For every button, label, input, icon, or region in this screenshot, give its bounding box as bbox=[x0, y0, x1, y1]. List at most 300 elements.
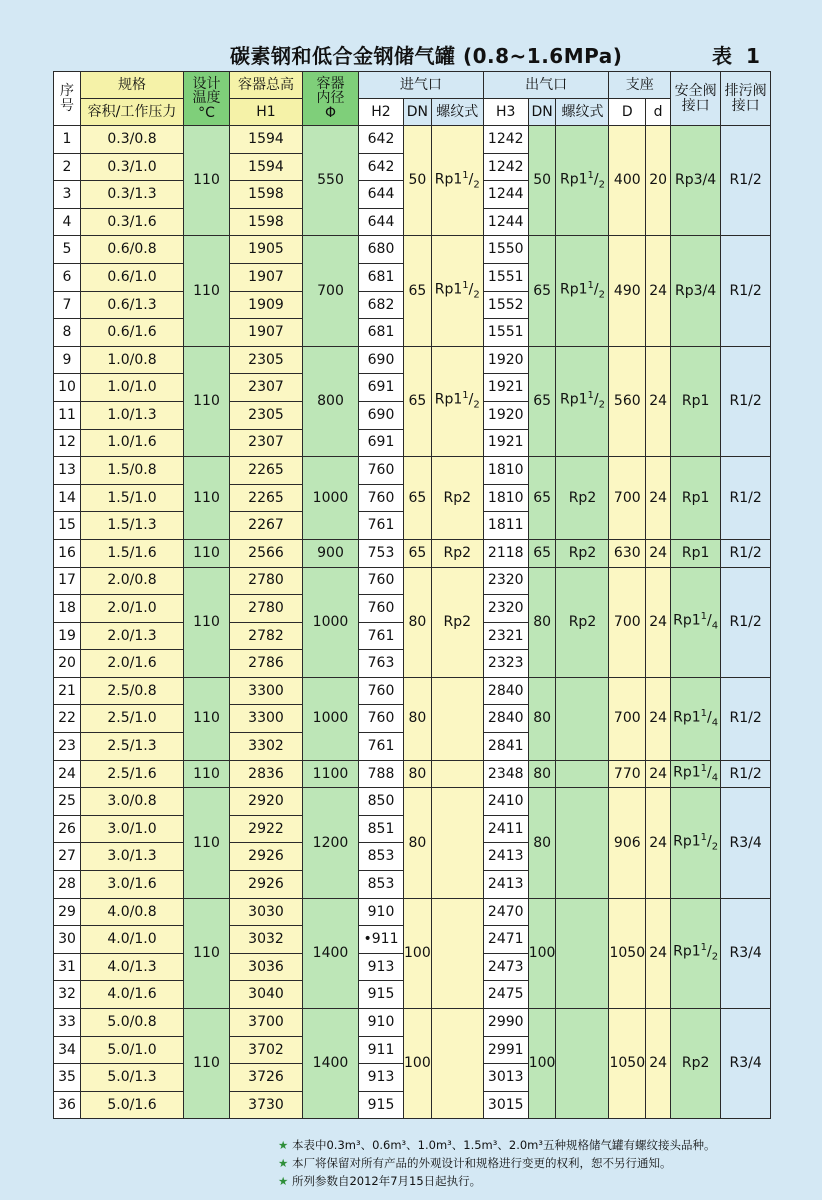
row-number: 33 bbox=[54, 1009, 81, 1037]
row-safety-valve: Rp2 bbox=[671, 1009, 721, 1119]
header-outlet: 出气口 bbox=[483, 72, 609, 99]
table-row bbox=[54, 236, 771, 264]
row-support-d: 24 bbox=[646, 1009, 671, 1119]
row-number: 6 bbox=[54, 263, 81, 291]
row-outlet-thread: $Rp1^1/_2$ bbox=[556, 346, 609, 456]
row-support-D: 1050 bbox=[609, 1009, 646, 1119]
row-safety-valve: $Rp1^1/_4$ bbox=[671, 567, 721, 677]
row-inlet-thread bbox=[431, 677, 483, 760]
row-drain-valve: R1/2 bbox=[721, 677, 771, 760]
row-outlet-thread bbox=[556, 760, 609, 788]
row-inlet-dn: 100 bbox=[404, 898, 432, 1008]
row-inlet-dn: 80 bbox=[404, 677, 432, 760]
row-inner-dia: 1000 bbox=[303, 677, 359, 760]
row-total-height: 1594 bbox=[230, 126, 303, 154]
row-drain-valve: R3/4 bbox=[721, 788, 771, 898]
table-row bbox=[54, 126, 771, 154]
row-number: 11 bbox=[54, 401, 81, 429]
row-h2: 644 bbox=[359, 208, 404, 236]
spec-table bbox=[53, 71, 771, 1119]
row-h3: 2475 bbox=[483, 981, 528, 1009]
row-inner-dia: 550 bbox=[303, 126, 359, 236]
row-spec: 0.6/0.8 bbox=[81, 236, 184, 264]
row-total-height: 2307 bbox=[230, 429, 303, 457]
row-outlet-thread: $Rp1^1/_2$ bbox=[556, 236, 609, 346]
row-inlet-thread bbox=[431, 760, 483, 788]
row-h2: 761 bbox=[359, 733, 404, 761]
row-safety-valve: Rp3/4 bbox=[671, 126, 721, 236]
row-total-height: 2265 bbox=[230, 484, 303, 512]
row-spec: 1.0/1.6 bbox=[81, 429, 184, 457]
header-support: 支座 bbox=[609, 72, 671, 99]
row-outlet-thread: Rp2 bbox=[556, 457, 609, 540]
row-h3: 2323 bbox=[483, 650, 528, 678]
row-design-temp: 110 bbox=[184, 677, 230, 760]
row-support-d: 24 bbox=[646, 346, 671, 456]
row-number: 8 bbox=[54, 319, 81, 347]
row-h3: 1551 bbox=[483, 319, 528, 347]
row-spec: 0.6/1.6 bbox=[81, 319, 184, 347]
row-h3: 2840 bbox=[483, 677, 528, 705]
row-spec: 2.0/1.6 bbox=[81, 650, 184, 678]
row-support-d: 24 bbox=[646, 760, 671, 788]
row-inlet-thread: Rp2 bbox=[431, 539, 483, 567]
row-support-d: 24 bbox=[646, 567, 671, 677]
row-outlet-dn: 65 bbox=[528, 346, 556, 456]
row-total-height: 1905 bbox=[230, 236, 303, 264]
row-h2: 853 bbox=[359, 871, 404, 899]
row-h3: 1920 bbox=[483, 346, 528, 374]
row-inlet-thread bbox=[431, 898, 483, 1008]
row-total-height: 1598 bbox=[230, 181, 303, 209]
row-inner-dia: 900 bbox=[303, 539, 359, 567]
row-h2: 760 bbox=[359, 484, 404, 512]
row-number: 5 bbox=[54, 236, 81, 264]
row-h2: 850 bbox=[359, 788, 404, 816]
row-safety-valve: $Rp1^1/_2$ bbox=[671, 898, 721, 1008]
row-number: 28 bbox=[54, 871, 81, 899]
row-total-height: 2566 bbox=[230, 539, 303, 567]
row-inner-dia: 1100 bbox=[303, 760, 359, 788]
row-total-height: 3302 bbox=[230, 733, 303, 761]
row-support-d: 24 bbox=[646, 898, 671, 1008]
row-spec: 2.0/1.3 bbox=[81, 622, 184, 650]
row-total-height: 2780 bbox=[230, 595, 303, 623]
header-design-temp: 设计温度 °C bbox=[184, 72, 230, 126]
header-spec-sub: 容积/工作压力 bbox=[81, 99, 184, 126]
row-design-temp: 110 bbox=[184, 126, 230, 236]
row-h2: 851 bbox=[359, 815, 404, 843]
row-h2: 915 bbox=[359, 981, 404, 1009]
row-h3: 2473 bbox=[483, 953, 528, 981]
row-outlet-dn: 100 bbox=[528, 898, 556, 1008]
row-number: 2 bbox=[54, 153, 81, 181]
row-inlet-thread bbox=[431, 788, 483, 898]
row-number: 29 bbox=[54, 898, 81, 926]
row-h2: 690 bbox=[359, 401, 404, 429]
row-number: 21 bbox=[54, 677, 81, 705]
row-total-height: 2305 bbox=[230, 401, 303, 429]
row-spec: 2.5/0.8 bbox=[81, 677, 184, 705]
row-number: 19 bbox=[54, 622, 81, 650]
row-h2: 913 bbox=[359, 953, 404, 981]
row-inlet-dn: 80 bbox=[404, 567, 432, 677]
row-drain-valve: R1/2 bbox=[721, 346, 771, 456]
row-inner-dia: 1000 bbox=[303, 457, 359, 540]
row-h2: 680 bbox=[359, 236, 404, 264]
row-total-height: 2922 bbox=[230, 815, 303, 843]
row-outlet-dn: 100 bbox=[528, 1009, 556, 1119]
table-row bbox=[54, 788, 771, 816]
row-drain-valve: R1/2 bbox=[721, 126, 771, 236]
row-total-height: 2920 bbox=[230, 788, 303, 816]
row-outlet-dn: 65 bbox=[528, 539, 556, 567]
row-h2: 642 bbox=[359, 126, 404, 154]
row-spec: 2.5/1.3 bbox=[81, 733, 184, 761]
row-spec: 1.5/1.6 bbox=[81, 539, 184, 567]
row-number: 13 bbox=[54, 457, 81, 485]
row-spec: 4.0/1.6 bbox=[81, 981, 184, 1009]
row-inner-dia: 800 bbox=[303, 346, 359, 456]
row-total-height: 1909 bbox=[230, 291, 303, 319]
row-number: 35 bbox=[54, 1064, 81, 1092]
row-h3: 1920 bbox=[483, 401, 528, 429]
row-support-D: 700 bbox=[609, 567, 646, 677]
row-drain-valve: R1/2 bbox=[721, 236, 771, 346]
row-h2: 913 bbox=[359, 1064, 404, 1092]
row-h2: 761 bbox=[359, 622, 404, 650]
row-total-height: 3040 bbox=[230, 981, 303, 1009]
row-total-height: 2836 bbox=[230, 760, 303, 788]
row-total-height: 2305 bbox=[230, 346, 303, 374]
row-h3: 1551 bbox=[483, 263, 528, 291]
row-number: 23 bbox=[54, 733, 81, 761]
row-spec: 3.0/0.8 bbox=[81, 788, 184, 816]
row-number: 7 bbox=[54, 291, 81, 319]
row-support-D: 906 bbox=[609, 788, 646, 898]
footnotes bbox=[278, 1136, 715, 1190]
row-total-height: 3030 bbox=[230, 898, 303, 926]
row-safety-valve: Rp1 bbox=[671, 346, 721, 456]
row-number: 22 bbox=[54, 705, 81, 733]
row-total-height: 2780 bbox=[230, 567, 303, 595]
table-row bbox=[54, 677, 771, 705]
row-h3: 1242 bbox=[483, 126, 528, 154]
row-spec: 0.3/1.6 bbox=[81, 208, 184, 236]
footnote: ★ 本表中0.3m³、0.6m³、1.0m³、1.5m³、2.0m³五种规格储气罐有螺纹接头品种。 bbox=[278, 1136, 715, 1154]
row-total-height: 3300 bbox=[230, 677, 303, 705]
row-spec: 2.0/0.8 bbox=[81, 567, 184, 595]
row-number: 14 bbox=[54, 484, 81, 512]
header-h2: H2 bbox=[359, 99, 404, 126]
header-total-height: 容器总高 bbox=[230, 72, 303, 99]
row-inlet-dn: 65 bbox=[404, 346, 432, 456]
row-total-height: 3700 bbox=[230, 1009, 303, 1037]
row-outlet-dn: 80 bbox=[528, 788, 556, 898]
row-h3: 1242 bbox=[483, 153, 528, 181]
row-h2: 853 bbox=[359, 843, 404, 871]
row-drain-valve: R3/4 bbox=[721, 898, 771, 1008]
row-h3: 2840 bbox=[483, 705, 528, 733]
row-number: 10 bbox=[54, 374, 81, 402]
row-safety-valve: $Rp1^1/_2$ bbox=[671, 788, 721, 898]
row-number: 18 bbox=[54, 595, 81, 623]
header-out-dn: DN bbox=[528, 99, 556, 126]
row-inlet-thread bbox=[431, 1009, 483, 1119]
row-h2: 910 bbox=[359, 898, 404, 926]
row-total-height: 1594 bbox=[230, 153, 303, 181]
row-spec: 1.5/1.3 bbox=[81, 512, 184, 540]
row-outlet-thread bbox=[556, 788, 609, 898]
row-support-D: 1050 bbox=[609, 898, 646, 1008]
row-h3: 2411 bbox=[483, 815, 528, 843]
table-number-value: 1 bbox=[746, 44, 760, 68]
row-outlet-thread: $Rp1^1/_2$ bbox=[556, 126, 609, 236]
header-drain-valve: 排污阀接口 bbox=[721, 72, 771, 126]
header-h3: H3 bbox=[483, 99, 528, 126]
row-h3: 2320 bbox=[483, 595, 528, 623]
row-support-D: 490 bbox=[609, 236, 646, 346]
row-h3: 3013 bbox=[483, 1064, 528, 1092]
header-out-thread: 螺纹式 bbox=[556, 99, 609, 126]
row-spec: 2.5/1.0 bbox=[81, 705, 184, 733]
row-total-height: 2786 bbox=[230, 650, 303, 678]
row-spec: 0.6/1.3 bbox=[81, 291, 184, 319]
row-outlet-dn: 80 bbox=[528, 677, 556, 760]
row-support-d: 24 bbox=[646, 236, 671, 346]
row-number: 20 bbox=[54, 650, 81, 678]
row-outlet-dn: 80 bbox=[528, 760, 556, 788]
row-h2: 691 bbox=[359, 429, 404, 457]
header-inner-dia: 容器内径 Φ bbox=[303, 72, 359, 126]
row-support-D: 700 bbox=[609, 457, 646, 540]
row-h2: 681 bbox=[359, 319, 404, 347]
row-outlet-thread: Rp2 bbox=[556, 567, 609, 677]
row-inner-dia: 1000 bbox=[303, 567, 359, 677]
row-total-height: 3702 bbox=[230, 1036, 303, 1064]
table-row bbox=[54, 898, 771, 926]
row-drain-valve: R1/2 bbox=[721, 457, 771, 540]
row-h2: 644 bbox=[359, 181, 404, 209]
row-inlet-dn: 80 bbox=[404, 788, 432, 898]
row-safety-valve: $Rp1^1/_4$ bbox=[671, 760, 721, 788]
page-title: 碳素钢和低合金钢储气罐 (0.8~1.6MPa) bbox=[230, 44, 623, 68]
row-outlet-dn: 65 bbox=[528, 236, 556, 346]
row-total-height: 3300 bbox=[230, 705, 303, 733]
row-h2: 788 bbox=[359, 760, 404, 788]
header-spec: 规格 bbox=[81, 72, 184, 99]
row-h3: 1550 bbox=[483, 236, 528, 264]
row-h2: 763 bbox=[359, 650, 404, 678]
row-support-d: 24 bbox=[646, 539, 671, 567]
row-spec: 0.3/1.3 bbox=[81, 181, 184, 209]
row-design-temp: 110 bbox=[184, 346, 230, 456]
row-safety-valve: Rp1 bbox=[671, 457, 721, 540]
row-design-temp: 110 bbox=[184, 236, 230, 346]
row-spec: 5.0/0.8 bbox=[81, 1009, 184, 1037]
row-number: 34 bbox=[54, 1036, 81, 1064]
header-support-d: d bbox=[646, 99, 671, 126]
row-outlet-thread: Rp2 bbox=[556, 539, 609, 567]
row-h3: 2413 bbox=[483, 843, 528, 871]
row-h2: 761 bbox=[359, 512, 404, 540]
row-h2: 691 bbox=[359, 374, 404, 402]
row-h3: 2118 bbox=[483, 539, 528, 567]
row-support-d: 24 bbox=[646, 677, 671, 760]
row-h3: 2841 bbox=[483, 733, 528, 761]
row-spec: 3.0/1.3 bbox=[81, 843, 184, 871]
row-spec: 0.3/0.8 bbox=[81, 126, 184, 154]
row-design-temp: 110 bbox=[184, 457, 230, 540]
row-total-height: 3726 bbox=[230, 1064, 303, 1092]
row-spec: 4.0/1.3 bbox=[81, 953, 184, 981]
row-h3: 2320 bbox=[483, 567, 528, 595]
row-inlet-dn: 50 bbox=[404, 126, 432, 236]
row-h3: 1244 bbox=[483, 181, 528, 209]
row-spec: 3.0/1.0 bbox=[81, 815, 184, 843]
row-inner-dia: 1400 bbox=[303, 898, 359, 1008]
row-total-height: 2267 bbox=[230, 512, 303, 540]
row-drain-valve: R3/4 bbox=[721, 1009, 771, 1119]
row-number: 3 bbox=[54, 181, 81, 209]
row-inlet-thread: $Rp1^1/_2$ bbox=[431, 346, 483, 456]
row-safety-valve: $Rp1^1/_4$ bbox=[671, 677, 721, 760]
row-spec: 2.5/1.6 bbox=[81, 760, 184, 788]
row-h3: 2348 bbox=[483, 760, 528, 788]
row-total-height: 2307 bbox=[230, 374, 303, 402]
row-spec: 5.0/1.3 bbox=[81, 1064, 184, 1092]
row-total-height: 2926 bbox=[230, 871, 303, 899]
row-total-height: 1907 bbox=[230, 263, 303, 291]
row-support-D: 560 bbox=[609, 346, 646, 456]
row-drain-valve: R1/2 bbox=[721, 539, 771, 567]
row-inlet-dn: 65 bbox=[404, 236, 432, 346]
header-row-1 bbox=[54, 72, 771, 99]
row-design-temp: 110 bbox=[184, 539, 230, 567]
row-support-d: 20 bbox=[646, 126, 671, 236]
row-spec: 1.0/1.3 bbox=[81, 401, 184, 429]
row-number: 4 bbox=[54, 208, 81, 236]
row-h2: •911 bbox=[359, 926, 404, 954]
row-inner-dia: 700 bbox=[303, 236, 359, 346]
row-outlet-dn: 50 bbox=[528, 126, 556, 236]
row-h2: 911 bbox=[359, 1036, 404, 1064]
header-row-2 bbox=[54, 99, 771, 126]
row-spec: 1.5/0.8 bbox=[81, 457, 184, 485]
row-number: 24 bbox=[54, 760, 81, 788]
row-support-d: 24 bbox=[646, 457, 671, 540]
row-safety-valve: Rp1 bbox=[671, 539, 721, 567]
row-support-D: 630 bbox=[609, 539, 646, 567]
row-total-height: 3032 bbox=[230, 926, 303, 954]
row-inlet-dn: 80 bbox=[404, 760, 432, 788]
row-h3: 1552 bbox=[483, 291, 528, 319]
row-inlet-thread: Rp2 bbox=[431, 457, 483, 540]
row-h2: 681 bbox=[359, 263, 404, 291]
row-outlet-thread bbox=[556, 898, 609, 1008]
table-label: 表 bbox=[712, 44, 732, 68]
row-spec: 1.0/0.8 bbox=[81, 346, 184, 374]
row-spec: 1.0/1.0 bbox=[81, 374, 184, 402]
footnote: ★ 本厂将保留对所有产品的外观设计和规格进行变更的权利，恕不另行通知。 bbox=[278, 1154, 715, 1172]
row-h3: 2410 bbox=[483, 788, 528, 816]
table-row bbox=[54, 346, 771, 374]
row-drain-valve: R1/2 bbox=[721, 760, 771, 788]
row-support-D: 770 bbox=[609, 760, 646, 788]
table-row bbox=[54, 457, 771, 485]
header-total-height-sub: H1 bbox=[230, 99, 303, 126]
row-number: 12 bbox=[54, 429, 81, 457]
row-number: 36 bbox=[54, 1091, 81, 1119]
row-inner-dia: 1200 bbox=[303, 788, 359, 898]
table-number bbox=[712, 40, 760, 69]
row-h2: 760 bbox=[359, 567, 404, 595]
row-number: 30 bbox=[54, 926, 81, 954]
header-support-D: D bbox=[609, 99, 646, 126]
row-design-temp: 110 bbox=[184, 788, 230, 898]
row-total-height: 2782 bbox=[230, 622, 303, 650]
row-inlet-thread: Rp2 bbox=[431, 567, 483, 677]
row-outlet-dn: 80 bbox=[528, 567, 556, 677]
row-number: 25 bbox=[54, 788, 81, 816]
row-inlet-dn: 100 bbox=[404, 1009, 432, 1119]
row-total-height: 2265 bbox=[230, 457, 303, 485]
header-in-dn: DN bbox=[404, 99, 432, 126]
row-total-height: 2926 bbox=[230, 843, 303, 871]
row-inlet-thread: $Rp1^1/_2$ bbox=[431, 236, 483, 346]
row-number: 26 bbox=[54, 815, 81, 843]
row-number: 16 bbox=[54, 539, 81, 567]
row-number: 31 bbox=[54, 953, 81, 981]
table-row bbox=[54, 1009, 771, 1037]
header-safety-valve: 安全阀接口 bbox=[671, 72, 721, 126]
row-number: 27 bbox=[54, 843, 81, 871]
row-h3: 1810 bbox=[483, 457, 528, 485]
row-h3: 2413 bbox=[483, 871, 528, 899]
row-support-D: 400 bbox=[609, 126, 646, 236]
row-h2: 915 bbox=[359, 1091, 404, 1119]
row-total-height: 1907 bbox=[230, 319, 303, 347]
row-h2: 760 bbox=[359, 457, 404, 485]
header-seq: 序号 bbox=[54, 72, 81, 126]
row-outlet-dn: 65 bbox=[528, 457, 556, 540]
row-h3: 1811 bbox=[483, 512, 528, 540]
footnote: ★ 所列参数自2012年7月15日起执行。 bbox=[278, 1172, 715, 1190]
row-h3: 2470 bbox=[483, 898, 528, 926]
row-number: 32 bbox=[54, 981, 81, 1009]
row-h2: 753 bbox=[359, 539, 404, 567]
row-total-height: 3730 bbox=[230, 1091, 303, 1119]
row-h2: 760 bbox=[359, 595, 404, 623]
row-number: 17 bbox=[54, 567, 81, 595]
row-design-temp: 110 bbox=[184, 760, 230, 788]
row-number: 15 bbox=[54, 512, 81, 540]
row-h3: 1921 bbox=[483, 374, 528, 402]
row-spec: 4.0/1.0 bbox=[81, 926, 184, 954]
row-h3: 2990 bbox=[483, 1009, 528, 1037]
row-number: 1 bbox=[54, 126, 81, 154]
row-inlet-dn: 65 bbox=[404, 457, 432, 540]
row-spec: 0.6/1.0 bbox=[81, 263, 184, 291]
row-inlet-dn: 65 bbox=[404, 539, 432, 567]
row-h2: 760 bbox=[359, 677, 404, 705]
row-spec: 4.0/0.8 bbox=[81, 898, 184, 926]
row-outlet-thread bbox=[556, 677, 609, 760]
row-h2: 690 bbox=[359, 346, 404, 374]
table-row bbox=[54, 539, 771, 567]
row-h2: 910 bbox=[359, 1009, 404, 1037]
row-h3: 2991 bbox=[483, 1036, 528, 1064]
